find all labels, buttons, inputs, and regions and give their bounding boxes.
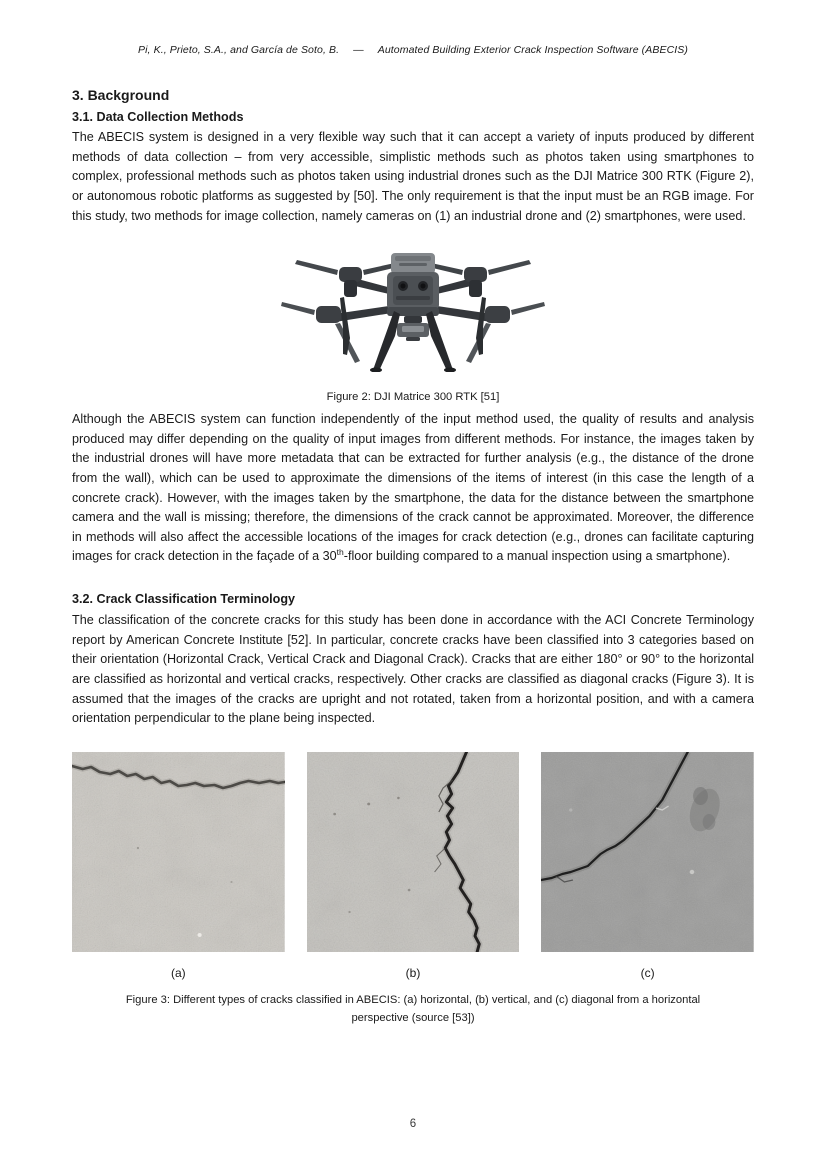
paragraph-quality — [72, 410, 754, 567]
paragraph-terminology: The classification of the concrete cracks for this study has been done in accordance with the ACI Concrete Terminology report by American Concrete Institute [52]. In particular, concrete cracks have been classified into 3 categories based on their orientation (Horizontal Crack, Vertical Crack and Diagonal Crack). Cracks that are either 180° or 90° to the horizontal are classified as horizontal and vertical cracks, respectively. Other cracks are classified as diagonal cracks (Figure 3). It is assumed that the images of the cracks are upright and not rotated, taken from a horizontal position, and with a camera orientation perpendicular to the plane being inspected. — [72, 613, 754, 726]
page-number: 6 — [409, 1118, 417, 1130]
paragraph-data-collection-block — [72, 128, 754, 226]
dji-matrice-300-rtk-drone-photo — [280, 248, 546, 372]
figure-3-caption-line2: perspective (source [53]) — [351, 1012, 475, 1025]
figure-3-panel-c — [541, 752, 754, 980]
figure-2-image-wrapper — [72, 248, 754, 372]
vertical-crack-concrete-photo — [307, 752, 520, 952]
paragraph-data-collection: The ABECIS system is designed in a very flexible way such that it can accept a variety of inputs produced by different methods of data collection – from very accessible, simplistic methods such as photos taken using smartphones to complex, professional methods such as photos taken using industrial drones such as the DJI Matrice 300 RTK (Figure 2), or autonomous robotic platforms as suggested by [50]. The only requirement is that the input must be an RGB image. For this study, two methods for image collection, namely cameras on (1) an industrial drone and (2) smartphones, were used. — [72, 130, 754, 223]
paragraph-terminology-block — [72, 611, 754, 729]
figure-3-caption — [72, 992, 754, 1028]
page-content — [72, 0, 754, 1169]
figure-3-block — [72, 752, 754, 1028]
paragraph-quality-part1: Although the ABECIS system can function independently of the input method used, the quality of results and analysis produced may differ depending on the quality of input images from different methods. For instance, the images taken by the industrial drones will have more metadata that can be extracted for further analysis (e.g., the distance of the drone from the wall), which can be used to approximate the dimensions of the items of interest (in this case the length of a concrete crack). However, with the images taken by the smartphone, the data for the distance between the smartphone camera and the wall is missing; therefore, the dimensions of the crack cannot be approximated. Moreover, the difference in methods will also affect the accessible locations of the images for crack detection (e.g., drones can facilitate capturing images for crack detection in the façade of a 30 — [72, 412, 754, 564]
section-background — [72, 86, 754, 105]
figure-3-caption-line1: Figure 3: Different types of cracks classified in ABECIS: (a) horizontal, (b) vertical, and (c) diagonal from a horizontal — [125, 994, 701, 1007]
figure-3-panel-a — [72, 752, 285, 980]
figure-3-label-a: (a) — [171, 966, 186, 980]
figure-2-block — [72, 248, 754, 405]
paragraph-quality-superscript: th — [336, 547, 344, 558]
figure-2-caption: Figure 2: DJI Matrice 300 RTK [51] — [326, 391, 500, 403]
header-title: Automated Building Exterior Crack Inspection Software (ABECIS) — [377, 44, 688, 56]
figure-3-label-c: (c) — [640, 966, 655, 980]
header-separator: — — [353, 44, 364, 56]
paragraph-quality-part2: -floor building compared to a manual inspection using a smartphone). — [343, 549, 731, 564]
subsection-terminology — [72, 591, 754, 609]
section-heading-background: 3. Background — [72, 87, 170, 103]
figure-3-panel-b — [307, 752, 520, 980]
horizontal-crack-concrete-photo — [72, 752, 285, 952]
subsection-data-collection — [72, 109, 754, 127]
subsection-heading-data-collection: 3.1. Data Collection Methods — [72, 110, 244, 124]
header-authors: Pi, K., Prieto, S.A., and García de Soto, B. — [138, 44, 340, 56]
diagonal-crack-concrete-photo — [541, 752, 754, 952]
running-header — [72, 44, 754, 56]
subsection-heading-terminology: 3.2. Crack Classification Terminology — [72, 592, 296, 606]
paragraph-quality-block — [72, 410, 754, 567]
figure-3-panel-row — [72, 752, 754, 980]
figure-3-label-b: (b) — [405, 966, 421, 980]
